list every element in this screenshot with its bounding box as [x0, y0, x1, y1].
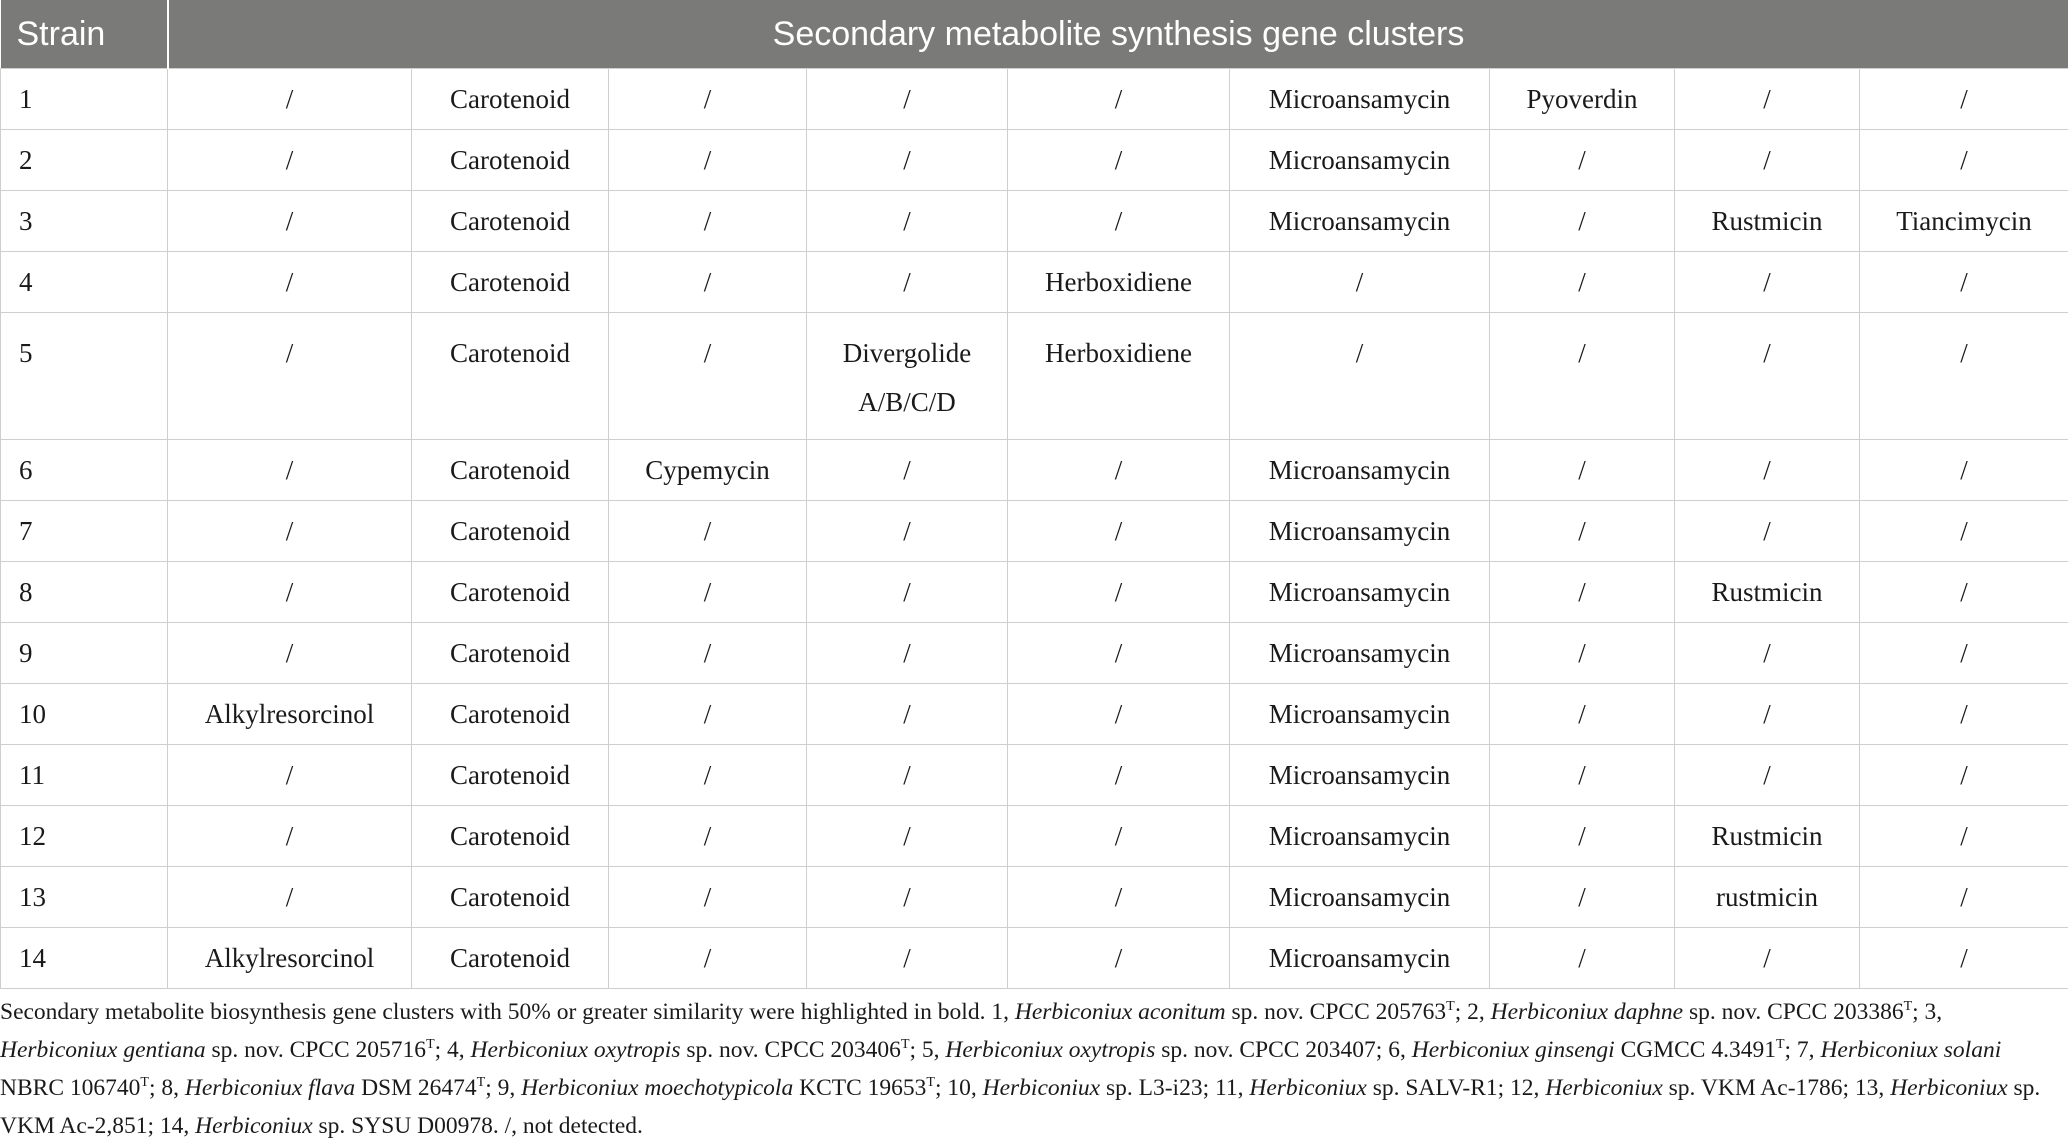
- strain-cell: 4: [1, 252, 168, 313]
- cluster-cell: Tiancimycin: [1860, 191, 2068, 252]
- type-strain-mark: T: [900, 1037, 910, 1053]
- cluster-cell: rustmicin: [1675, 867, 1860, 928]
- cluster-cell: /: [807, 130, 1008, 191]
- type-strain-mark: T: [476, 1075, 486, 1091]
- cluster-cell: /: [1490, 867, 1675, 928]
- cluster-cell: /: [1860, 562, 2068, 623]
- cluster-cell: /: [168, 252, 412, 313]
- cluster-cell: Carotenoid: [412, 130, 609, 191]
- table-body: [1, 69, 2068, 989]
- cluster-cell: /: [168, 69, 412, 130]
- cluster-cell: Microansamycin: [1230, 623, 1490, 684]
- cluster-cell: Pyoverdin: [1490, 69, 1675, 130]
- cluster-cell: /: [168, 623, 412, 684]
- cluster-cell: /: [1675, 745, 1860, 806]
- cluster-cell: /: [609, 562, 807, 623]
- footnote-text: Secondary metabolite biosynthesis gene clusters with 50% or greater similarity were highlighted in bold. 1,: [0, 999, 1015, 1025]
- cluster-cell: /: [1490, 806, 1675, 867]
- cluster-cell: /: [1230, 252, 1490, 313]
- strain-cell: 10: [1, 684, 168, 745]
- cluster-cell: /: [1860, 928, 2068, 989]
- cluster-cell: /: [1490, 684, 1675, 745]
- type-strain-mark: T: [426, 1037, 435, 1053]
- cluster-cell: /: [1490, 501, 1675, 562]
- species-name: Herbiconiux oxytropis: [945, 1037, 1156, 1063]
- footnote-text: ; 2,: [1454, 999, 1491, 1025]
- cluster-cell: /: [609, 501, 807, 562]
- table-row: [1, 191, 2068, 252]
- cluster-cell: Microansamycin: [1230, 684, 1490, 745]
- cluster-cell: /: [1490, 623, 1675, 684]
- cluster-cell: /: [609, 623, 807, 684]
- cluster-cell: Carotenoid: [412, 191, 609, 252]
- cluster-cell: /: [807, 501, 1008, 562]
- footnote-text: sp. nov. CPCC 203406: [680, 1037, 901, 1063]
- cluster-cell: /: [609, 313, 807, 440]
- cluster-cell: /: [807, 745, 1008, 806]
- footnote-text: ; 4,: [434, 1037, 471, 1063]
- cluster-cell: /: [168, 440, 412, 501]
- cluster-cell: Microansamycin: [1230, 562, 1490, 623]
- strain-cell: 7: [1, 501, 168, 562]
- cluster-cell: /: [1860, 501, 2068, 562]
- table-row: [1, 440, 2068, 501]
- cluster-cell: /: [1860, 745, 2068, 806]
- cluster-cell: Microansamycin: [1230, 440, 1490, 501]
- cluster-cell: /: [807, 867, 1008, 928]
- table-row: [1, 623, 2068, 684]
- cluster-cell: /: [1008, 69, 1230, 130]
- cluster-cell: Carotenoid: [412, 440, 609, 501]
- cluster-cell: /: [609, 745, 807, 806]
- table-row: [1, 501, 2068, 562]
- cluster-cell: /: [1008, 130, 1230, 191]
- cluster-cell: /: [807, 623, 1008, 684]
- cluster-cell: Rustmicin: [1675, 562, 1860, 623]
- strain-column-header: Strain: [1, 0, 168, 69]
- cluster-cell: Microansamycin: [1230, 745, 1490, 806]
- cluster-cell: /: [1490, 313, 1675, 440]
- cluster-cell: /: [609, 928, 807, 989]
- cluster-cell: /: [609, 69, 807, 130]
- cluster-cell: Rustmicin: [1675, 191, 1860, 252]
- table-row: [1, 69, 2068, 130]
- cluster-cell: /: [609, 867, 807, 928]
- cluster-cell: Carotenoid: [412, 684, 609, 745]
- cluster-cell: /: [1675, 313, 1860, 440]
- footnote-text: ; 9,: [485, 1075, 522, 1101]
- cluster-cell: Rustmicin: [1675, 806, 1860, 867]
- cluster-cell: /: [1008, 928, 1230, 989]
- cluster-cell: /: [1860, 440, 2068, 501]
- cluster-cell: /: [807, 252, 1008, 313]
- clusters-column-header: Secondary metabolite synthesis gene clusters: [168, 0, 2068, 69]
- cluster-cell: Carotenoid: [412, 562, 609, 623]
- footnote-text: ; 5,: [909, 1037, 946, 1063]
- cluster-cell: /: [807, 191, 1008, 252]
- cluster-cell: Carotenoid: [412, 623, 609, 684]
- cluster-cell: /: [1675, 440, 1860, 501]
- cluster-cell: Carotenoid: [412, 501, 609, 562]
- cluster-cell: Herboxidiene: [1008, 252, 1230, 313]
- cluster-cell: Microansamycin: [1230, 806, 1490, 867]
- type-strain-mark: T: [1903, 999, 1913, 1015]
- cluster-cell: /: [168, 501, 412, 562]
- cluster-cell: /: [1490, 440, 1675, 501]
- cluster-cell: Microansamycin: [1230, 130, 1490, 191]
- cluster-cell: /: [609, 684, 807, 745]
- cluster-cell: /: [609, 806, 807, 867]
- footnote-text: ; 8,: [148, 1075, 185, 1101]
- species-name: Herbiconiux solani: [1820, 1037, 2002, 1063]
- footnote-text: ; 7,: [1784, 1037, 1821, 1063]
- strain-cell: 11: [1, 745, 168, 806]
- type-strain-mark: T: [926, 1075, 935, 1091]
- cluster-cell: /: [1675, 252, 1860, 313]
- cluster-cell: Carotenoid: [412, 745, 609, 806]
- species-name: Herbiconiux gentiana: [0, 1037, 206, 1063]
- cluster-cell: /: [1675, 684, 1860, 745]
- strain-cell: 9: [1, 623, 168, 684]
- footnote-text: KCTC 19653: [793, 1075, 927, 1101]
- strain-cell: 5: [1, 313, 168, 440]
- table-row: [1, 745, 2068, 806]
- footnote-text: DSM 26474: [355, 1075, 477, 1101]
- species-name: Herbiconiux: [1249, 1075, 1367, 1101]
- cluster-cell: /: [1008, 745, 1230, 806]
- species-name: Herbiconiux: [1545, 1075, 1663, 1101]
- cluster-cell: Alkylresorcinol: [168, 684, 412, 745]
- cluster-cell: /: [807, 928, 1008, 989]
- strain-cell: 1: [1, 69, 168, 130]
- cluster-cell: /: [609, 130, 807, 191]
- cluster-cell: /: [1860, 623, 2068, 684]
- cluster-cell: /: [168, 313, 412, 440]
- cluster-cell: /: [1008, 562, 1230, 623]
- table-footnote: [0, 993, 2060, 1145]
- cluster-cell: /: [609, 191, 807, 252]
- cluster-cell: /: [1860, 806, 2068, 867]
- strain-cell: 8: [1, 562, 168, 623]
- footnote-text: sp. VKM Ac-1786; 13,: [1662, 1075, 1891, 1101]
- cluster-cell: /: [807, 562, 1008, 623]
- footnote-text: NBRC 106740: [0, 1075, 141, 1101]
- cluster-cell: Microansamycin: [1230, 928, 1490, 989]
- cluster-cell: Carotenoid: [412, 928, 609, 989]
- cluster-cell: /: [168, 806, 412, 867]
- footnote-text: sp. nov. CPCC 203407; 6,: [1155, 1037, 1412, 1063]
- footnote-text: sp. nov. CPCC 205716: [205, 1037, 427, 1063]
- cluster-cell: /: [1490, 928, 1675, 989]
- cluster-cell: /: [1008, 191, 1230, 252]
- cluster-cell: /: [168, 867, 412, 928]
- species-name: Herbiconiux aconitum: [1014, 999, 1226, 1025]
- strain-cell: 6: [1, 440, 168, 501]
- cluster-cell: Divergolide A/B/C/D: [807, 313, 1008, 440]
- strain-cell: 13: [1, 867, 168, 928]
- species-name: Herbiconiux moechotypicola: [521, 1075, 794, 1101]
- cluster-cell: Alkylresorcinol: [168, 928, 412, 989]
- footnote-text: sp. L3-i23; 11,: [1100, 1075, 1250, 1101]
- table-row: [1, 684, 2068, 745]
- cluster-cell: /: [1230, 313, 1490, 440]
- footnote-text: sp. SYSU D00978. /, not detected.: [312, 1113, 643, 1139]
- cluster-cell: Microansamycin: [1230, 69, 1490, 130]
- cluster-cell: /: [1490, 562, 1675, 623]
- cluster-cell: /: [1008, 684, 1230, 745]
- cluster-cell: /: [1008, 806, 1230, 867]
- table-row: [1, 130, 2068, 191]
- cluster-cell: /: [1490, 252, 1675, 313]
- footnote-text: CGMCC 4.3491: [1614, 1037, 1776, 1063]
- cluster-cell: /: [807, 806, 1008, 867]
- species-name: Herbiconiux daphne: [1490, 999, 1684, 1025]
- cluster-cell: /: [1860, 684, 2068, 745]
- cluster-cell: Carotenoid: [412, 69, 609, 130]
- cluster-cell: /: [807, 69, 1008, 130]
- cluster-cell: /: [1675, 69, 1860, 130]
- cluster-cell: Carotenoid: [412, 252, 609, 313]
- species-name: Herbiconiux: [1890, 1075, 2008, 1101]
- strain-cell: 14: [1, 928, 168, 989]
- cluster-cell: /: [1860, 130, 2068, 191]
- footnote-text: ; 3,: [1912, 999, 1943, 1025]
- table-row: [1, 867, 2068, 928]
- strain-cell: 3: [1, 191, 168, 252]
- species-name: Herbiconiux: [195, 1113, 313, 1139]
- cluster-cell: /: [168, 130, 412, 191]
- cluster-cell: /: [1860, 867, 2068, 928]
- cluster-cell: /: [1490, 130, 1675, 191]
- cluster-cell: /: [1860, 313, 2068, 440]
- table-row: [1, 562, 2068, 623]
- cluster-cell: Microansamycin: [1230, 867, 1490, 928]
- footnote-text: sp. nov. CPCC 203386: [1683, 999, 1904, 1025]
- table-row: [1, 928, 2068, 989]
- cluster-cell: /: [1490, 191, 1675, 252]
- species-name: Herbiconiux: [982, 1075, 1101, 1101]
- cluster-cell: /: [168, 191, 412, 252]
- cluster-cell: Microansamycin: [1230, 191, 1490, 252]
- cluster-cell: /: [1008, 623, 1230, 684]
- cluster-cell: Carotenoid: [412, 806, 609, 867]
- species-name: Herbiconiux ginsengi: [1411, 1037, 1615, 1063]
- cluster-cell: /: [168, 562, 412, 623]
- header-row: [1, 0, 2068, 69]
- cluster-cell: /: [807, 440, 1008, 501]
- cluster-cell: /: [1008, 867, 1230, 928]
- type-strain-mark: T: [140, 1075, 149, 1091]
- cluster-cell: Carotenoid: [412, 313, 609, 440]
- cluster-cell: /: [1675, 501, 1860, 562]
- species-name: Herbiconiux flava: [184, 1075, 356, 1101]
- footnote-text: sp. SALV-R1; 12,: [1366, 1075, 1546, 1101]
- cluster-cell: /: [609, 252, 807, 313]
- strain-cell: 2: [1, 130, 168, 191]
- footnote-text: sp. VKM Ac-2,851; 14,: [0, 1075, 2041, 1139]
- cluster-cell: /: [807, 684, 1008, 745]
- cluster-cell: /: [1008, 501, 1230, 562]
- cluster-cell: /: [1675, 130, 1860, 191]
- cluster-cell: /: [1860, 69, 2068, 130]
- cluster-cell: /: [168, 745, 412, 806]
- type-strain-mark: T: [1446, 999, 1455, 1015]
- cluster-cell: Cypemycin: [609, 440, 807, 501]
- cluster-cell: /: [1675, 928, 1860, 989]
- cluster-cell: Carotenoid: [412, 867, 609, 928]
- table-row: [1, 806, 2068, 867]
- strain-cell: 12: [1, 806, 168, 867]
- cluster-cell: Herboxidiene: [1008, 313, 1230, 440]
- footnote-text: ; 10,: [934, 1075, 983, 1101]
- cluster-cell: /: [1860, 252, 2068, 313]
- cluster-cell: Microansamycin: [1230, 501, 1490, 562]
- footnote-text: sp. nov. CPCC 205763: [1225, 999, 1447, 1025]
- cluster-cell: /: [1675, 623, 1860, 684]
- cluster-cell: /: [1008, 440, 1230, 501]
- species-name: Herbiconiux oxytropis: [470, 1037, 681, 1063]
- table-row: [1, 313, 2068, 440]
- type-strain-mark: T: [1775, 1037, 1785, 1053]
- cluster-cell: /: [1490, 745, 1675, 806]
- table-row: [1, 252, 2068, 313]
